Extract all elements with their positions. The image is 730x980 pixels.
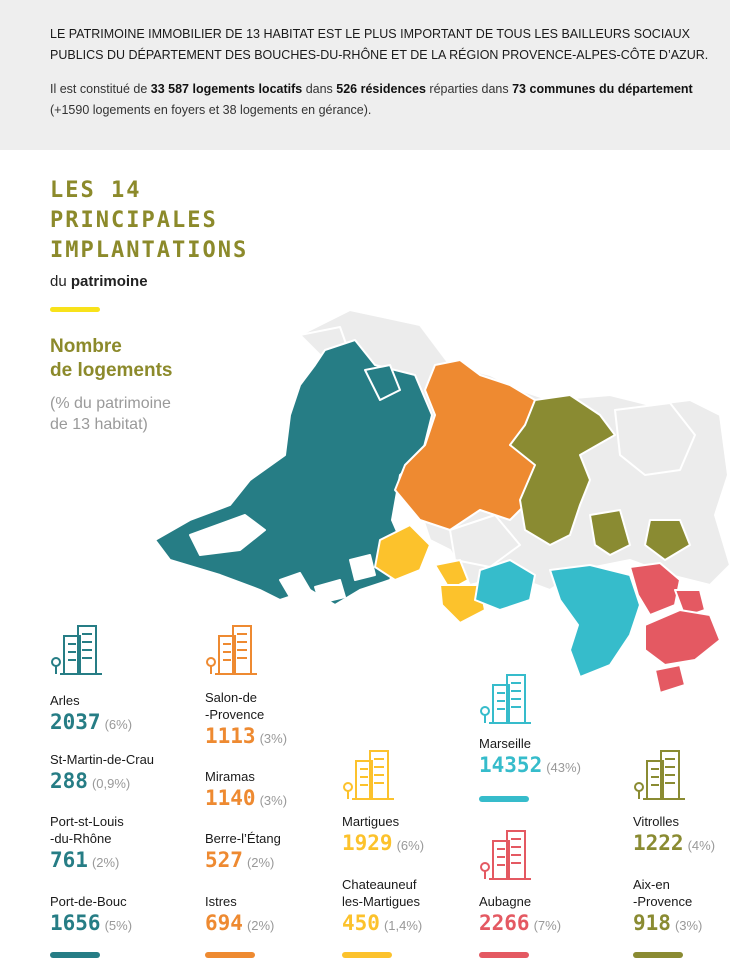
city-arles xyxy=(50,692,200,734)
city-name-line: -Provence xyxy=(205,707,265,722)
housing-percent: (7%) xyxy=(533,918,562,933)
city-aix-en-provence xyxy=(633,876,730,935)
city-value xyxy=(50,848,200,872)
housing-percent: (4%) xyxy=(687,838,716,853)
city-value xyxy=(479,911,629,935)
city-value xyxy=(633,911,730,935)
city-vitrolles xyxy=(633,813,730,855)
city-chateauneuf-les-martigues xyxy=(342,876,492,935)
city-value xyxy=(50,911,200,935)
title-line: LES 14 xyxy=(50,178,142,203)
housing-percent: (3%) xyxy=(674,918,703,933)
housing-count: 1113 xyxy=(205,724,256,748)
intro-text-part: (+1590 logements en foyers et 38 logements en gérance). xyxy=(50,103,372,117)
housing-percent: (3%) xyxy=(259,793,288,808)
map-zone-teal xyxy=(350,555,375,580)
page-title xyxy=(50,176,248,266)
title-line: PRINCIPALES xyxy=(50,208,218,233)
intro-text-part: réparties dans xyxy=(425,82,513,96)
city-st-martin-de-crau xyxy=(50,751,200,793)
city-name-line: les-Martigues xyxy=(342,894,421,909)
city-name xyxy=(50,692,200,709)
city-name-line: Miramas xyxy=(205,769,255,784)
housing-count: 450 xyxy=(342,911,380,935)
housing-percent: (2%) xyxy=(246,855,275,870)
map-zone-cyan xyxy=(550,565,640,677)
city-name xyxy=(50,751,200,768)
intro-text-part: Il est constitué de xyxy=(50,82,151,96)
city-name-line: -du-Rhône xyxy=(50,831,112,846)
city-value xyxy=(50,769,200,793)
city-value xyxy=(205,786,355,810)
legend-note-line: (% du patrimoine xyxy=(50,395,171,412)
housing-count: 694 xyxy=(205,911,243,935)
subtitle-prefix: du xyxy=(50,273,71,290)
orange-underline xyxy=(205,952,255,958)
housing-count: 2266 xyxy=(479,911,530,935)
yellow-underline xyxy=(342,952,392,958)
city-name-line: -Provence xyxy=(633,894,693,909)
housing-percent: (5%) xyxy=(104,918,133,933)
city-name xyxy=(633,876,730,910)
city-name-line: Port-st-Louis xyxy=(50,814,124,829)
page-subtitle xyxy=(50,273,148,290)
housing-count: 2037 xyxy=(50,710,101,734)
city-martigues xyxy=(342,813,492,855)
building-icon xyxy=(205,622,261,676)
city-aubagne xyxy=(479,893,629,935)
city-name-line: Vitrolles xyxy=(633,814,680,829)
intro-heading: LE PATRIMOINE IMMOBILIER DE 13 HABITAT EST LE PLUS IMPORTANT DE TOUS LES BAILLEURS SOCIAUX PUBLICS DU DÉPARTEMENT DES BOUCHES-DU-RHÔNE ET DE LA RÉGION PROVENCE-ALPES-CÔTE D’AZUR. xyxy=(50,27,709,62)
cyan-underline xyxy=(479,796,529,802)
housing-percent: (2%) xyxy=(246,918,275,933)
city-name-line: Aubagne xyxy=(479,894,532,909)
legend-note-line: de 13 habitat) xyxy=(50,416,148,433)
city-name xyxy=(342,813,492,830)
city-name-line: Salon-de xyxy=(205,690,258,705)
city-name-line: Aix-en xyxy=(633,877,670,892)
housing-percent: (1,4%) xyxy=(383,918,423,933)
city-name-line: Port-de-Bouc xyxy=(50,894,127,909)
housing-percent: (43%) xyxy=(546,760,581,775)
olive-underline xyxy=(633,952,683,958)
housing-count: 918 xyxy=(633,911,671,935)
city-name-line: Berre-l’Étang xyxy=(205,831,281,846)
building-icon xyxy=(50,622,106,676)
legend-title-line: Nombre xyxy=(50,336,122,357)
city-salon-de-provence xyxy=(205,689,355,748)
city-name xyxy=(479,735,629,752)
housing-count: 14352 xyxy=(479,753,543,777)
intro-panel xyxy=(0,0,730,150)
city-port-st-louis xyxy=(50,813,200,872)
housing-percent: (6%) xyxy=(396,838,425,853)
city-value xyxy=(50,710,200,734)
city-value xyxy=(479,753,629,777)
housing-percent: (6%) xyxy=(104,717,133,732)
title-underline xyxy=(50,307,100,312)
housing-percent: (2%) xyxy=(91,855,120,870)
housing-count: 288 xyxy=(50,769,88,793)
city-name xyxy=(205,768,355,785)
housing-count: 1929 xyxy=(342,831,393,855)
housing-count: 1222 xyxy=(633,831,684,855)
city-value xyxy=(205,724,355,748)
city-value xyxy=(633,831,730,855)
city-name xyxy=(205,689,355,723)
city-marseille xyxy=(479,735,629,777)
building-icon xyxy=(633,747,689,801)
title-line: IMPLANTATIONS xyxy=(50,238,249,263)
city-value xyxy=(342,911,492,935)
city-name-line: St-Martin-de-Crau xyxy=(50,752,155,767)
city-miramas xyxy=(205,768,355,810)
map-zone-red xyxy=(645,610,720,665)
intro-highlight-communes: 73 communes du département xyxy=(512,82,693,96)
red-underline xyxy=(479,952,529,958)
housing-count: 1656 xyxy=(50,911,101,935)
city-name xyxy=(342,876,492,910)
city-name-line: Istres xyxy=(205,894,237,909)
intro-text xyxy=(50,79,710,121)
city-name xyxy=(205,830,355,847)
city-name-line: Marseille xyxy=(479,736,532,751)
city-istres xyxy=(205,893,355,935)
intro-highlight-residences: 526 résidences xyxy=(336,82,426,96)
city-port-de-bouc xyxy=(50,893,200,935)
city-value xyxy=(205,911,355,935)
legend-title-line: de logements xyxy=(50,360,173,381)
city-name-line: Arles xyxy=(50,693,80,708)
housing-count: 527 xyxy=(205,848,243,872)
city-name xyxy=(50,893,200,910)
city-value xyxy=(342,831,492,855)
housing-count: 761 xyxy=(50,848,88,872)
subtitle-bold: patrimoine xyxy=(70,273,148,290)
city-berre-l-etang xyxy=(205,830,355,872)
city-value xyxy=(205,848,355,872)
city-name xyxy=(479,893,629,910)
teal-underline xyxy=(50,952,100,958)
building-icon xyxy=(479,671,535,725)
map-zone-red xyxy=(655,665,685,693)
city-name xyxy=(50,813,200,847)
housing-percent: (3%) xyxy=(259,731,288,746)
city-name xyxy=(205,893,355,910)
housing-percent: (0,9%) xyxy=(91,776,131,791)
city-name-line: Martigues xyxy=(342,814,400,829)
intro-highlight-logements: 33 587 logements locatifs xyxy=(150,82,303,96)
city-name-line: Chateauneuf xyxy=(342,877,417,892)
city-name xyxy=(633,813,730,830)
housing-count: 1140 xyxy=(205,786,256,810)
intro-text-part: dans xyxy=(302,82,337,96)
